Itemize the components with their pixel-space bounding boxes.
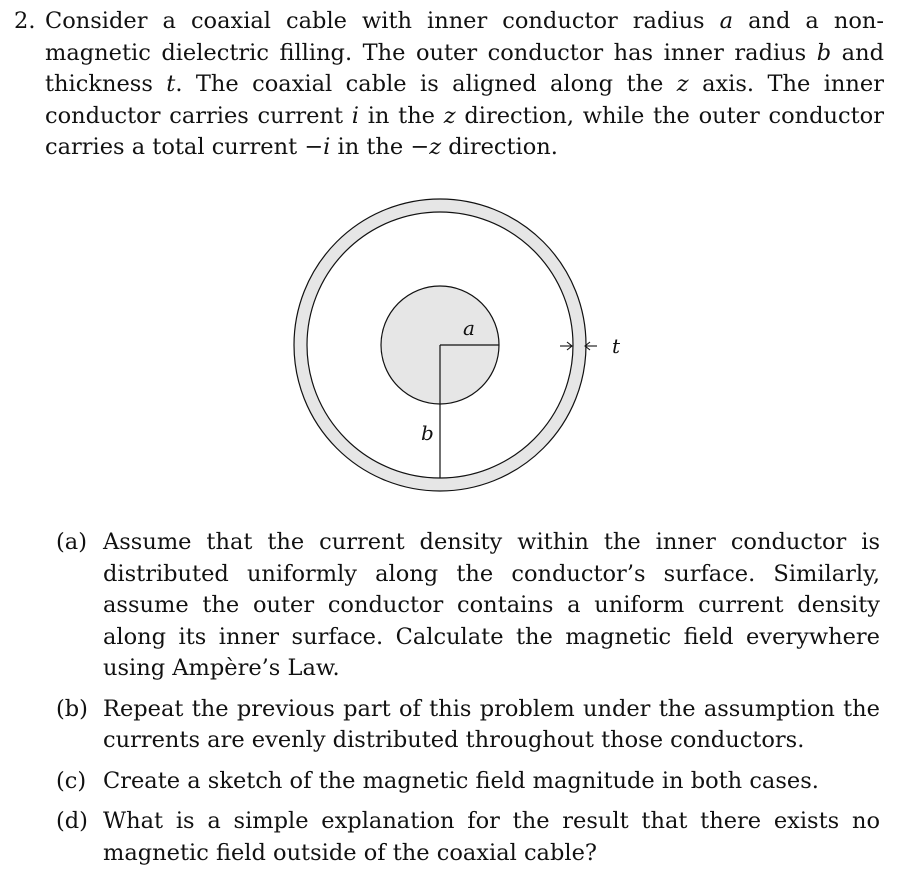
statement-text: in the [330,134,411,160]
statement-text: in the [358,102,444,129]
statement-text: Consider a coaxial cable with inner conductor radius [45,8,720,34]
part-text: Create a sketch of the magnetic field magnitude in both cases. [103,767,819,794]
sub-question-c [56,766,880,798]
problem-number: 2. [14,8,36,34]
part-text: What is a simple explanation for the result that there exists no magnetic field outside of the coaxial cable? [103,808,880,866]
part-text: Assume that the current density within the inner conductor is distributed uniformly along the conductor’s surface. Similarly, assume the outer conductor contains a uniform current density along its inner surface. Calculate the magnetic field everywhere using Ampère’s Law. [103,529,880,681]
math-symbol: b [816,39,832,66]
part-label: (a) [56,529,87,555]
statement-text: . The coaxial cable is aligned along the [175,71,677,97]
math-symbol: −i [304,134,331,160]
sub-question-a [56,527,880,685]
label-b: b [421,421,434,445]
part-label: (b) [56,695,88,722]
label-t: t [612,334,621,358]
math-symbol: t [166,71,176,97]
part-label: (d) [56,808,88,834]
part-text: Repeat the previous part of this problem under the assumption the currents are evenly distributed throughout those conductors. [103,695,880,753]
math-symbol: a [719,8,734,34]
sub-question-d [56,806,880,869]
math-symbol: i [351,102,359,129]
statement-text: and thickness [45,39,884,97]
math-symbol: −z [410,134,442,160]
label-a: a [463,316,475,340]
problem-text [45,6,884,164]
statement-text: and a non-magnetic dielectric filling. The outer conductor has inner radius [45,8,885,66]
statement-text: direction, while the outer conductor carries a total current [45,102,884,160]
statement-text: direction. [441,134,558,160]
sub-questions [56,527,880,878]
math-symbol: z [443,102,456,129]
math-symbol: z [676,71,689,97]
problem-statement [14,6,884,164]
coaxial-cable-figure [280,190,640,500]
statement-text: axis. The inner conductor carries current [45,71,884,129]
part-label: (c) [56,767,87,794]
sub-question-b [56,694,880,757]
